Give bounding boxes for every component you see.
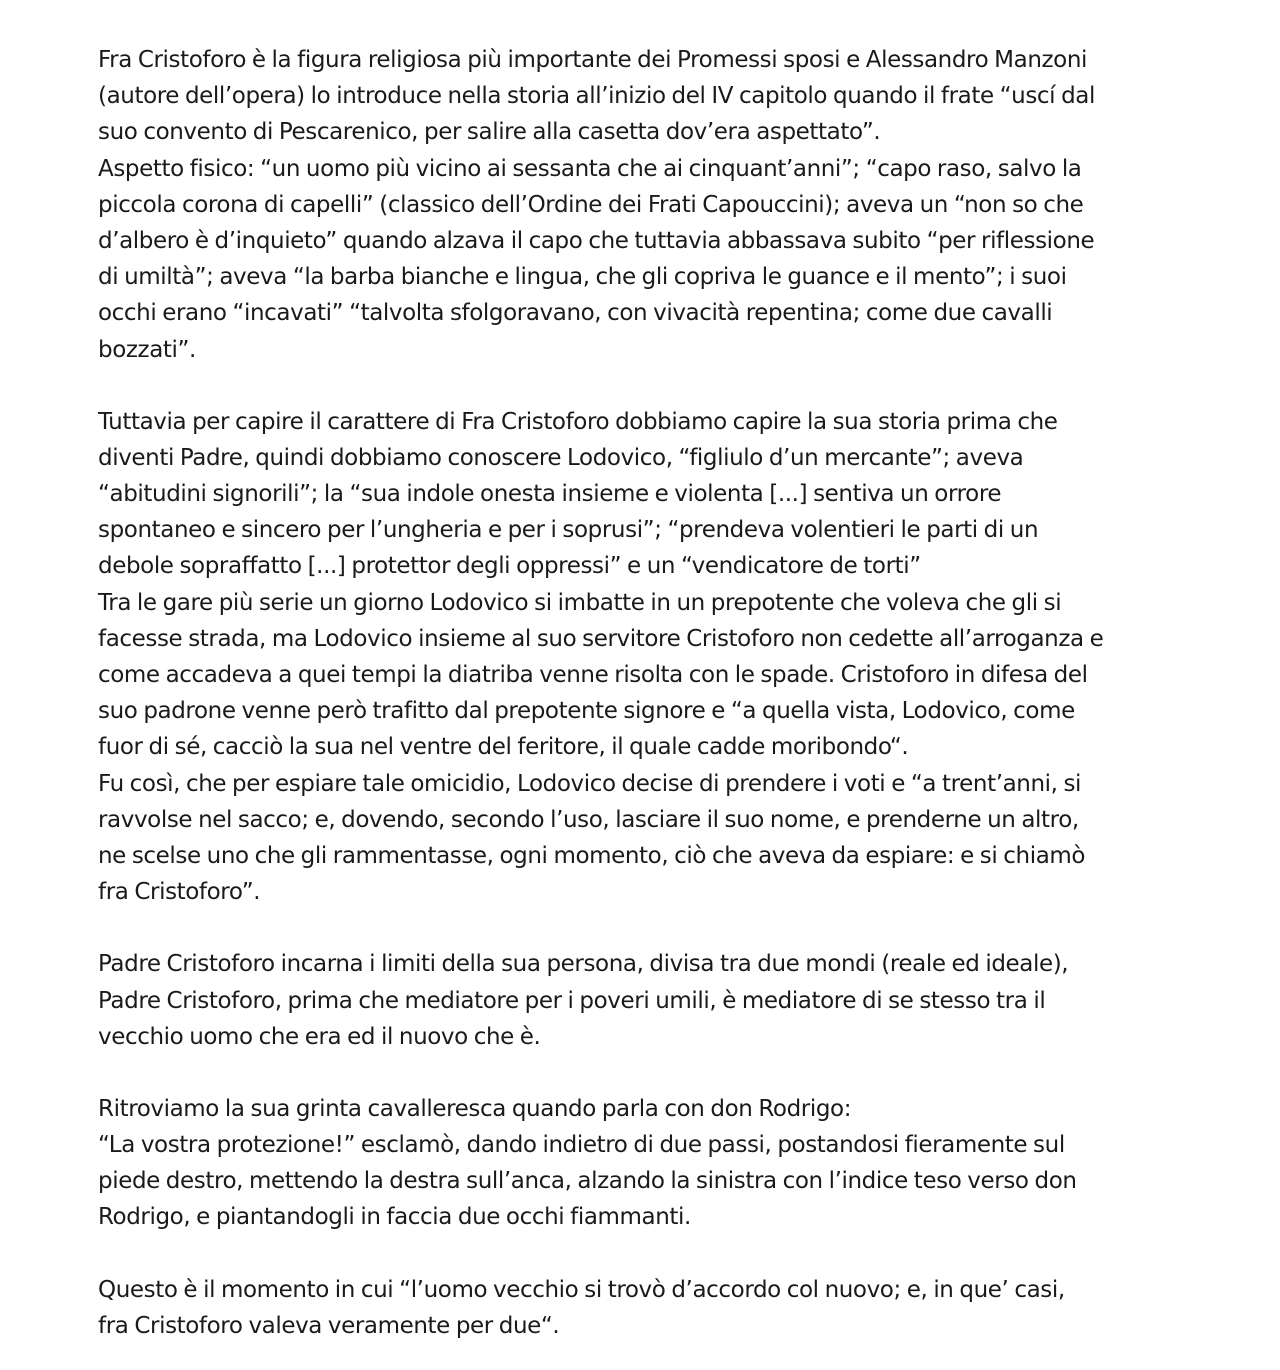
text-line: Fra Cristoforo è la figura religiosa più importante dei Promessi sposi e Alessandro Manzoni <box>98 47 1088 73</box>
text-line: suo padrone venne però trafitto dal prepotente signore e “a quella vista, Lodovico, come <box>98 698 1075 725</box>
text-line: Padre Cristoforo incarna i limiti della sua persona, divisa tra due mondi (reale ed ideale), <box>98 951 1069 978</box>
paragraph-introduction <box>98 42 1218 368</box>
text-line: diventi Padre, quindi dobbiamo conoscere Lodovico, “figliulo d’un mercante”; aveva <box>98 444 1024 471</box>
text-line: piccola corona di capelli” (classico dell’Ordine dei Frati Capouccini); aveva un “non so che <box>98 191 1084 218</box>
text-line: Ritroviamo la sua grinta cavalleresca quando parla con don Rodrigo: <box>98 1095 852 1122</box>
text-line: ne scelse uno che gli rammentasse, ogni momento, ciò che aveva da espiare: e si chiamò <box>98 842 1086 869</box>
text-line: Tuttavia per capire il carattere di Fra Cristoforo dobbiamo capire la sua storia prima che <box>98 408 1058 435</box>
text-line: d’albero è d’inquieto” quando alzava il capo che tuttavia abbassava subito “per riflessione <box>98 227 1095 254</box>
text-line: “La vostra protezione!” esclamò, dando indietro di due passi, postandosi fieramente sul <box>98 1132 1065 1159</box>
paragraph-lodovico-story <box>98 404 1218 911</box>
text-line: suo convento di Pescarenico, per salire alla casetta dov’era aspettato”. <box>98 119 881 146</box>
text-line: occhi erano “incavati” “talvolta sfolgoravano, con vivacità repentina; come due cavalli <box>98 300 1053 327</box>
paragraph-don-rodrigo <box>98 1091 1218 1236</box>
text-line: vecchio uomo che era ed il nuovo che è. <box>98 1023 541 1050</box>
text-line: di umiltà”; aveva “la barba bianche e lingua, che gli copriva le guance e il mento”; i suoi <box>98 264 1067 291</box>
text-line: bozzati”. <box>98 336 196 363</box>
text-line: facesse strada, ma Lodovico insieme al suo servitore Cristoforo non cedette all’arroganza e <box>98 625 1104 652</box>
text-line: fra Cristoforo valeva veramente per due“. <box>98 1312 560 1339</box>
text-line: Rodrigo, e piantandogli in faccia due occhi fiammanti. <box>98 1204 691 1231</box>
text-line: debole sopraffatto [...] protettor degli oppressi” e un “vendicatore de torti” <box>98 553 921 580</box>
text-line: piede destro, mettendo la destra sull’anca, alzando la sinistra con l’indice teso verso don <box>98 1168 1077 1195</box>
text-line: Fu così, che per espiare tale omicidio, Lodovico decise di prendere i voti e “a trent’anni, si <box>98 770 1082 797</box>
document-body <box>98 42 1218 1344</box>
text-line: fuor di sé, cacciò la sua nel ventre del feritore, il quale cadde moribondo“. <box>98 734 909 761</box>
paragraph-conclusion <box>98 1272 1218 1344</box>
text-line: come accadeva a quei tempi la diatriba venne risolta con le spade. Cristoforo in difesa del <box>98 662 1088 688</box>
text-line: spontaneo e sincero per l’ungheria e per i soprusi”; “prendeva volentieri le parti di un <box>98 517 1039 544</box>
paragraph-two-worlds <box>98 946 1218 1055</box>
text-line: Aspetto fisico: “un uomo più vicino ai sessanta che ai cinquant’anni”; “capo raso, salvo la <box>98 155 1082 182</box>
text-line: ravvolse nel sacco; e, dovendo, secondo l’uso, lasciare il suo nome, e prenderne un altro, <box>98 806 1079 833</box>
text-line: Questo è il momento in cui “l’uomo vecchio si trovò d’accordo col nuovo; e, in que’ casi, <box>98 1276 1065 1303</box>
text-line: Tra le gare più serie un giorno Lodovico si imbatte in un prepotente che voleva che gli si <box>98 589 1062 616</box>
text-line: fra Cristoforo”. <box>98 879 261 906</box>
text-line: “abitudini signorili”; la “sua indole onesta insieme e violenta [...] sentiva un orrore <box>98 481 1002 508</box>
text-line: Padre Cristoforo, prima che mediatore per i poveri umili, è mediatore di se stesso tra il <box>98 987 1046 1014</box>
text-line: (autore dell’opera) lo introduce nella storia all’inizio del IV capitolo quando il frate “uscí dal <box>98 83 1095 110</box>
